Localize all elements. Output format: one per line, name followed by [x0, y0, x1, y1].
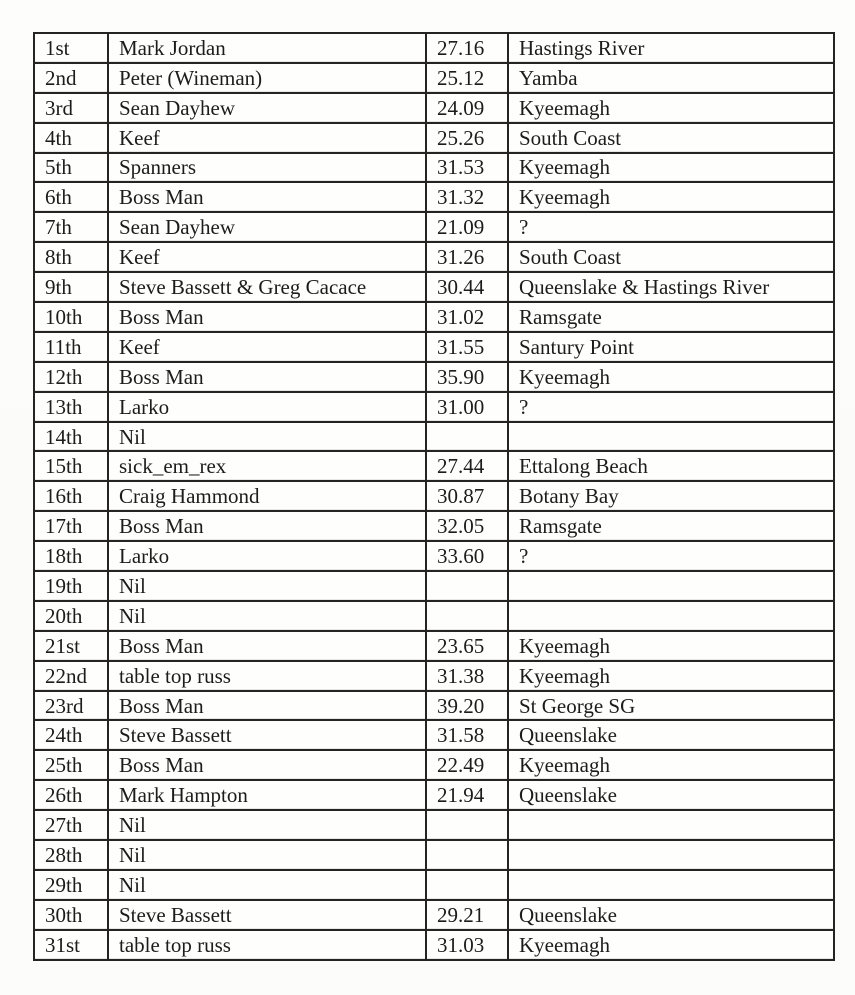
table-row: [34, 332, 834, 362]
cell-value: [426, 810, 508, 840]
cell-position: 24th: [34, 720, 108, 750]
cell-name: Mark Jordan: [108, 33, 426, 63]
cell-value: 31.02: [426, 302, 508, 332]
table-row: [34, 631, 834, 661]
cell-value: 31.26: [426, 242, 508, 272]
cell-value: 25.26: [426, 123, 508, 153]
cell-location: Kyeemagh: [508, 93, 834, 123]
cell-position: 29th: [34, 870, 108, 900]
table-body: [34, 33, 834, 960]
cell-name: Keef: [108, 332, 426, 362]
cell-position: 11th: [34, 332, 108, 362]
cell-value: [426, 840, 508, 870]
cell-name: Steve Bassett & Greg Cacace: [108, 272, 426, 302]
cell-position: 16th: [34, 481, 108, 511]
cell-location: [508, 422, 834, 452]
cell-location: Kyeemagh: [508, 153, 834, 183]
cell-position: 27th: [34, 810, 108, 840]
cell-position: 15th: [34, 451, 108, 481]
table-row: [34, 511, 834, 541]
cell-location: South Coast: [508, 123, 834, 153]
cell-name: Nil: [108, 601, 426, 631]
table-row: [34, 870, 834, 900]
cell-location: Botany Bay: [508, 481, 834, 511]
table-row: [34, 123, 834, 153]
cell-value: 30.44: [426, 272, 508, 302]
cell-location: Kyeemagh: [508, 750, 834, 780]
cell-value: 25.12: [426, 63, 508, 93]
cell-position: 10th: [34, 302, 108, 332]
cell-name: Nil: [108, 810, 426, 840]
cell-position: 22nd: [34, 661, 108, 691]
table-row: [34, 33, 834, 63]
table-row: [34, 451, 834, 481]
table-row: [34, 780, 834, 810]
cell-value: 31.00: [426, 392, 508, 422]
cell-location: [508, 571, 834, 601]
table-row: [34, 302, 834, 332]
cell-location: ?: [508, 541, 834, 571]
cell-position: 18th: [34, 541, 108, 571]
cell-location: [508, 870, 834, 900]
cell-position: 6th: [34, 182, 108, 212]
cell-position: 3rd: [34, 93, 108, 123]
cell-position: 14th: [34, 422, 108, 452]
cell-location: Kyeemagh: [508, 930, 834, 960]
cell-value: 27.44: [426, 451, 508, 481]
table-row: [34, 93, 834, 123]
cell-name: Boss Man: [108, 302, 426, 332]
table-row: [34, 691, 834, 721]
cell-location: [508, 810, 834, 840]
cell-name: Nil: [108, 571, 426, 601]
table-row: [34, 272, 834, 302]
cell-value: [426, 870, 508, 900]
cell-value: 31.58: [426, 720, 508, 750]
table-row: [34, 392, 834, 422]
cell-position: 23rd: [34, 691, 108, 721]
cell-position: 31st: [34, 930, 108, 960]
cell-position: 17th: [34, 511, 108, 541]
table-row: [34, 720, 834, 750]
cell-location: St George SG: [508, 691, 834, 721]
cell-location: Kyeemagh: [508, 661, 834, 691]
table-row: [34, 840, 834, 870]
table-row: [34, 182, 834, 212]
cell-location: Queenslake: [508, 720, 834, 750]
cell-value: 31.38: [426, 661, 508, 691]
cell-value: 33.60: [426, 541, 508, 571]
table-row: [34, 900, 834, 930]
cell-position: 4th: [34, 123, 108, 153]
table-row: [34, 601, 834, 631]
cell-position: 19th: [34, 571, 108, 601]
cell-position: 13th: [34, 392, 108, 422]
cell-location: [508, 840, 834, 870]
table-row: [34, 481, 834, 511]
cell-location: [508, 601, 834, 631]
cell-name: Steve Bassett: [108, 900, 426, 930]
cell-value: 24.09: [426, 93, 508, 123]
cell-value: 30.87: [426, 481, 508, 511]
cell-location: Kyeemagh: [508, 362, 834, 392]
cell-name: Boss Man: [108, 182, 426, 212]
cell-name: Boss Man: [108, 362, 426, 392]
cell-position: 20th: [34, 601, 108, 631]
table-row: [34, 810, 834, 840]
cell-value: 35.90: [426, 362, 508, 392]
cell-location: ?: [508, 392, 834, 422]
cell-name: Boss Man: [108, 631, 426, 661]
table-row: [34, 750, 834, 780]
cell-name: table top russ: [108, 930, 426, 960]
cell-name: Peter (Wineman): [108, 63, 426, 93]
table-row: [34, 930, 834, 960]
cell-location: Queenslake: [508, 780, 834, 810]
cell-value: 31.55: [426, 332, 508, 362]
cell-value: 27.16: [426, 33, 508, 63]
cell-location: Ettalong Beach: [508, 451, 834, 481]
cell-value: [426, 571, 508, 601]
results-table: [33, 32, 835, 961]
cell-value: 29.21: [426, 900, 508, 930]
cell-name: Boss Man: [108, 511, 426, 541]
cell-location: Santury Point: [508, 332, 834, 362]
cell-position: 1st: [34, 33, 108, 63]
cell-value: 31.32: [426, 182, 508, 212]
cell-name: Boss Man: [108, 750, 426, 780]
cell-position: 7th: [34, 212, 108, 242]
cell-name: Sean Dayhew: [108, 212, 426, 242]
cell-value: 39.20: [426, 691, 508, 721]
table-row: [34, 362, 834, 392]
cell-name: Boss Man: [108, 691, 426, 721]
table-row: [34, 541, 834, 571]
cell-position: 9th: [34, 272, 108, 302]
cell-value: 31.53: [426, 153, 508, 183]
cell-name: Spanners: [108, 153, 426, 183]
cell-location: Yamba: [508, 63, 834, 93]
table-row: [34, 153, 834, 183]
cell-value: 23.65: [426, 631, 508, 661]
cell-location: Kyeemagh: [508, 182, 834, 212]
cell-value: 22.49: [426, 750, 508, 780]
cell-position: 25th: [34, 750, 108, 780]
cell-location: Hastings River: [508, 33, 834, 63]
cell-location: ?: [508, 212, 834, 242]
cell-value: 21.94: [426, 780, 508, 810]
cell-name: Sean Dayhew: [108, 93, 426, 123]
cell-location: Ramsgate: [508, 511, 834, 541]
cell-name: Craig Hammond: [108, 481, 426, 511]
cell-name: Larko: [108, 392, 426, 422]
cell-name: Nil: [108, 840, 426, 870]
cell-location: Queenslake & Hastings River: [508, 272, 834, 302]
cell-location: Queenslake: [508, 900, 834, 930]
cell-value: 21.09: [426, 212, 508, 242]
cell-location: Ramsgate: [508, 302, 834, 332]
cell-name: Larko: [108, 541, 426, 571]
cell-value: 31.03: [426, 930, 508, 960]
cell-position: 21st: [34, 631, 108, 661]
table-row: [34, 571, 834, 601]
cell-location: South Coast: [508, 242, 834, 272]
cell-position: 8th: [34, 242, 108, 272]
cell-name: table top russ: [108, 661, 426, 691]
cell-name: Nil: [108, 870, 426, 900]
cell-value: [426, 601, 508, 631]
table-row: [34, 422, 834, 452]
cell-position: 5th: [34, 153, 108, 183]
cell-position: 12th: [34, 362, 108, 392]
table-row: [34, 63, 834, 93]
cell-name: Keef: [108, 123, 426, 153]
cell-name: Nil: [108, 422, 426, 452]
cell-location: Kyeemagh: [508, 631, 834, 661]
cell-position: 30th: [34, 900, 108, 930]
cell-name: Mark Hampton: [108, 780, 426, 810]
cell-position: 2nd: [34, 63, 108, 93]
cell-value: [426, 422, 508, 452]
cell-name: Keef: [108, 242, 426, 272]
cell-value: 32.05: [426, 511, 508, 541]
table-row: [34, 212, 834, 242]
table-row: [34, 661, 834, 691]
cell-position: 26th: [34, 780, 108, 810]
cell-name: Steve Bassett: [108, 720, 426, 750]
cell-name: sick_em_rex: [108, 451, 426, 481]
cell-position: 28th: [34, 840, 108, 870]
table-row: [34, 242, 834, 272]
